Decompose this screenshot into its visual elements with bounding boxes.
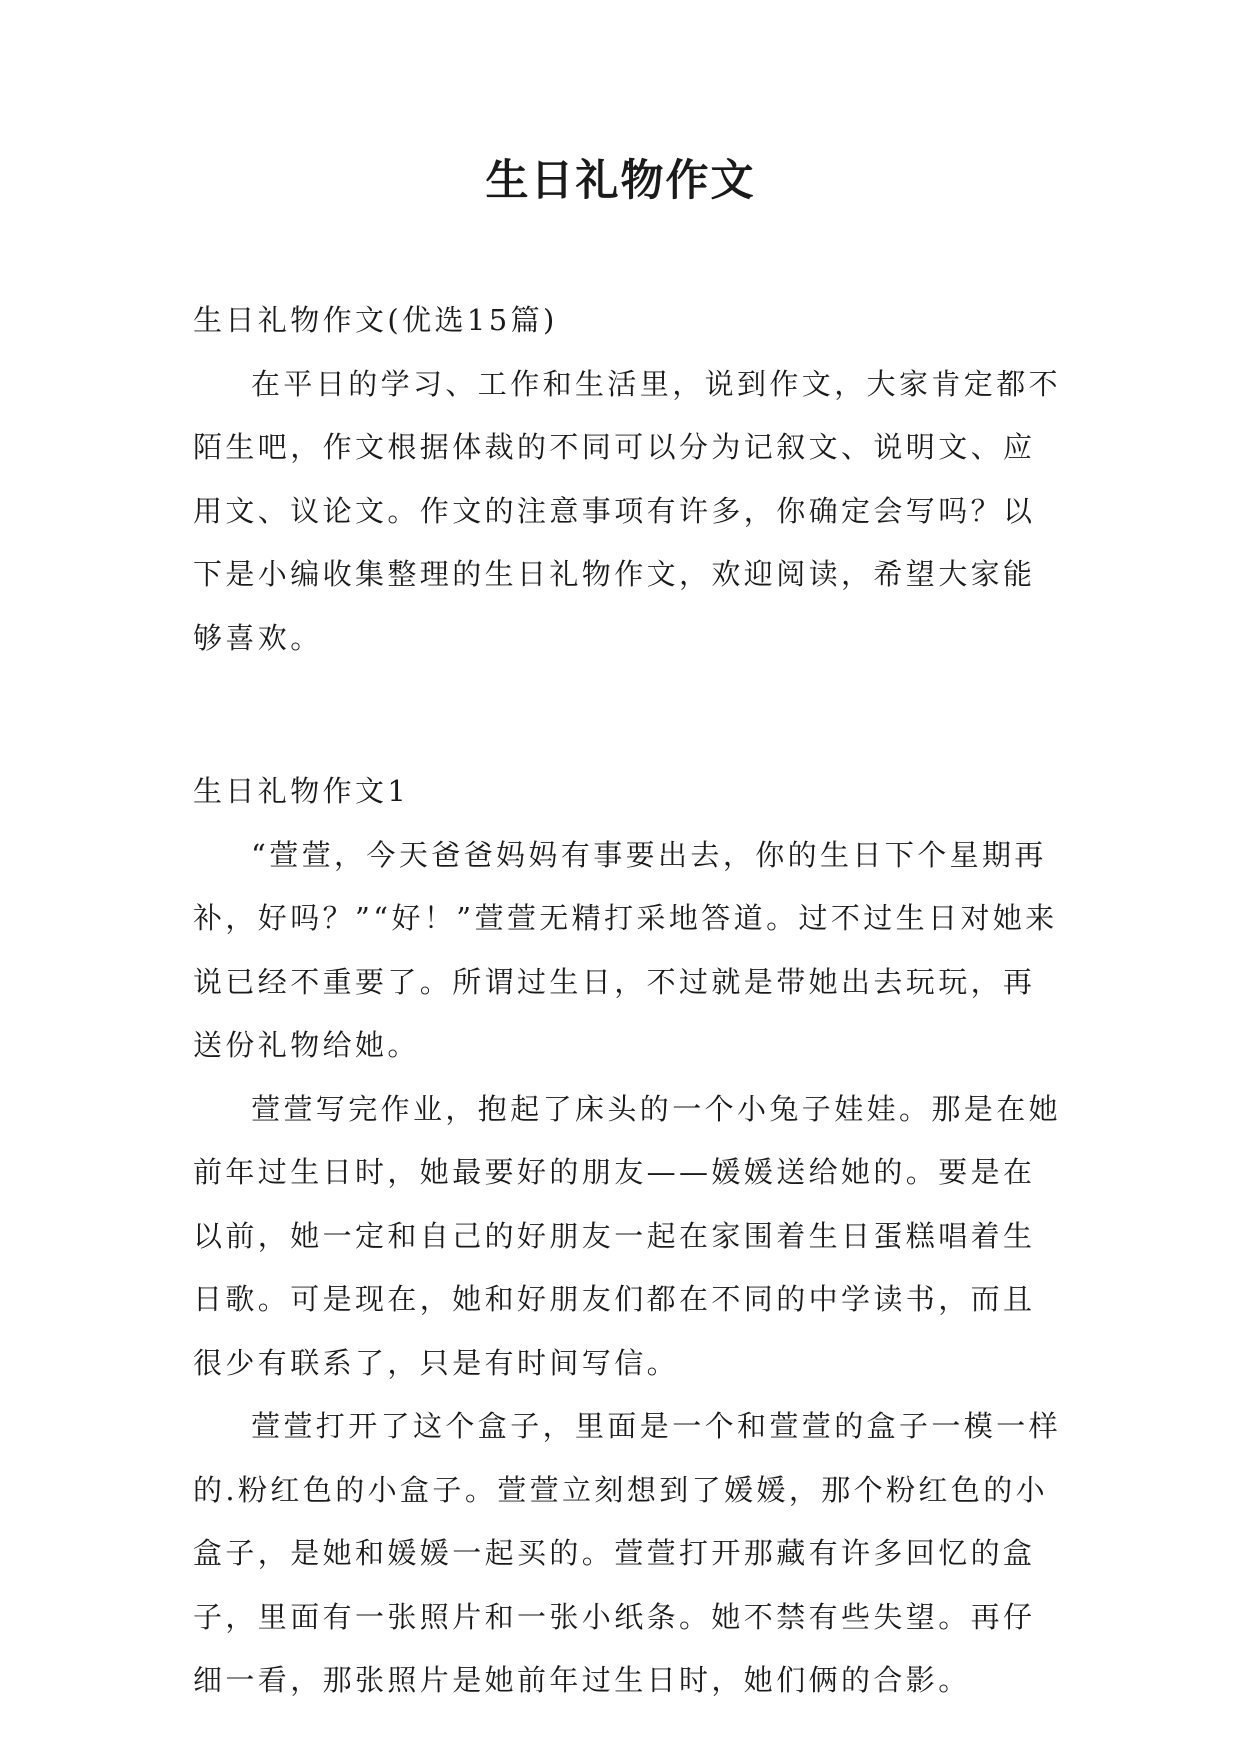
section-paragraph: “萱萱，今天爸爸妈妈有事要出去，你的生日下个星期再补，好吗？”“好！”萱萱无精打采地答道。过不过生日对她来说已经不重要了。所谓过生日，不过就是带她出去玩玩，再送份礼物给她。 xyxy=(193,837,1058,1062)
section-paragraph: 萱萱写完作业，抱起了床头的一个小兔子娃娃。那是在她前年过生日时，她最要好的朋友——媛媛送给她的。要是在以前，她一定和自己的好朋友一起在家围着生日蛋糕唱着生日歌。可是现在，她和好朋友们都在不同的中学读书，而且很少有联系了，只是有时间写信。 xyxy=(193,1091,1062,1380)
section-paragraph: 萱萱打开了这个盒子，里面是一个和萱萱的盒子一模一样的.粉红色的小盒子。萱萱立刻想到了媛媛，那个粉红色的小盒子，是她和媛媛一起买的。萱萱打开那藏有许多回忆的盒子，里面有一张照片和一张小纸条。她不禁有些失望。再仔细一看，那张照片是她前年过生日时，她们俩的合影。 xyxy=(193,1409,1062,1697)
document-body xyxy=(193,289,1063,1713)
section-heading: 生日礼物作文1 xyxy=(193,774,410,808)
intro-paragraph: 在平日的学习、工作和生活里，说到作文，大家肯定都不陌生吧，作文根据体裁的不同可以分为记叙文、说明文、应用文、议论文。作文的注意事项有许多，你确定会写吗？以下是小编收集整理的生日礼物作文，欢迎阅读，希望大家能够喜欢。 xyxy=(193,366,1062,655)
document-title: 生日礼物作文 xyxy=(485,156,756,206)
document-subtitle: 生日礼物作文(优选15篇) xyxy=(193,303,558,337)
section-spacer xyxy=(193,670,1063,760)
